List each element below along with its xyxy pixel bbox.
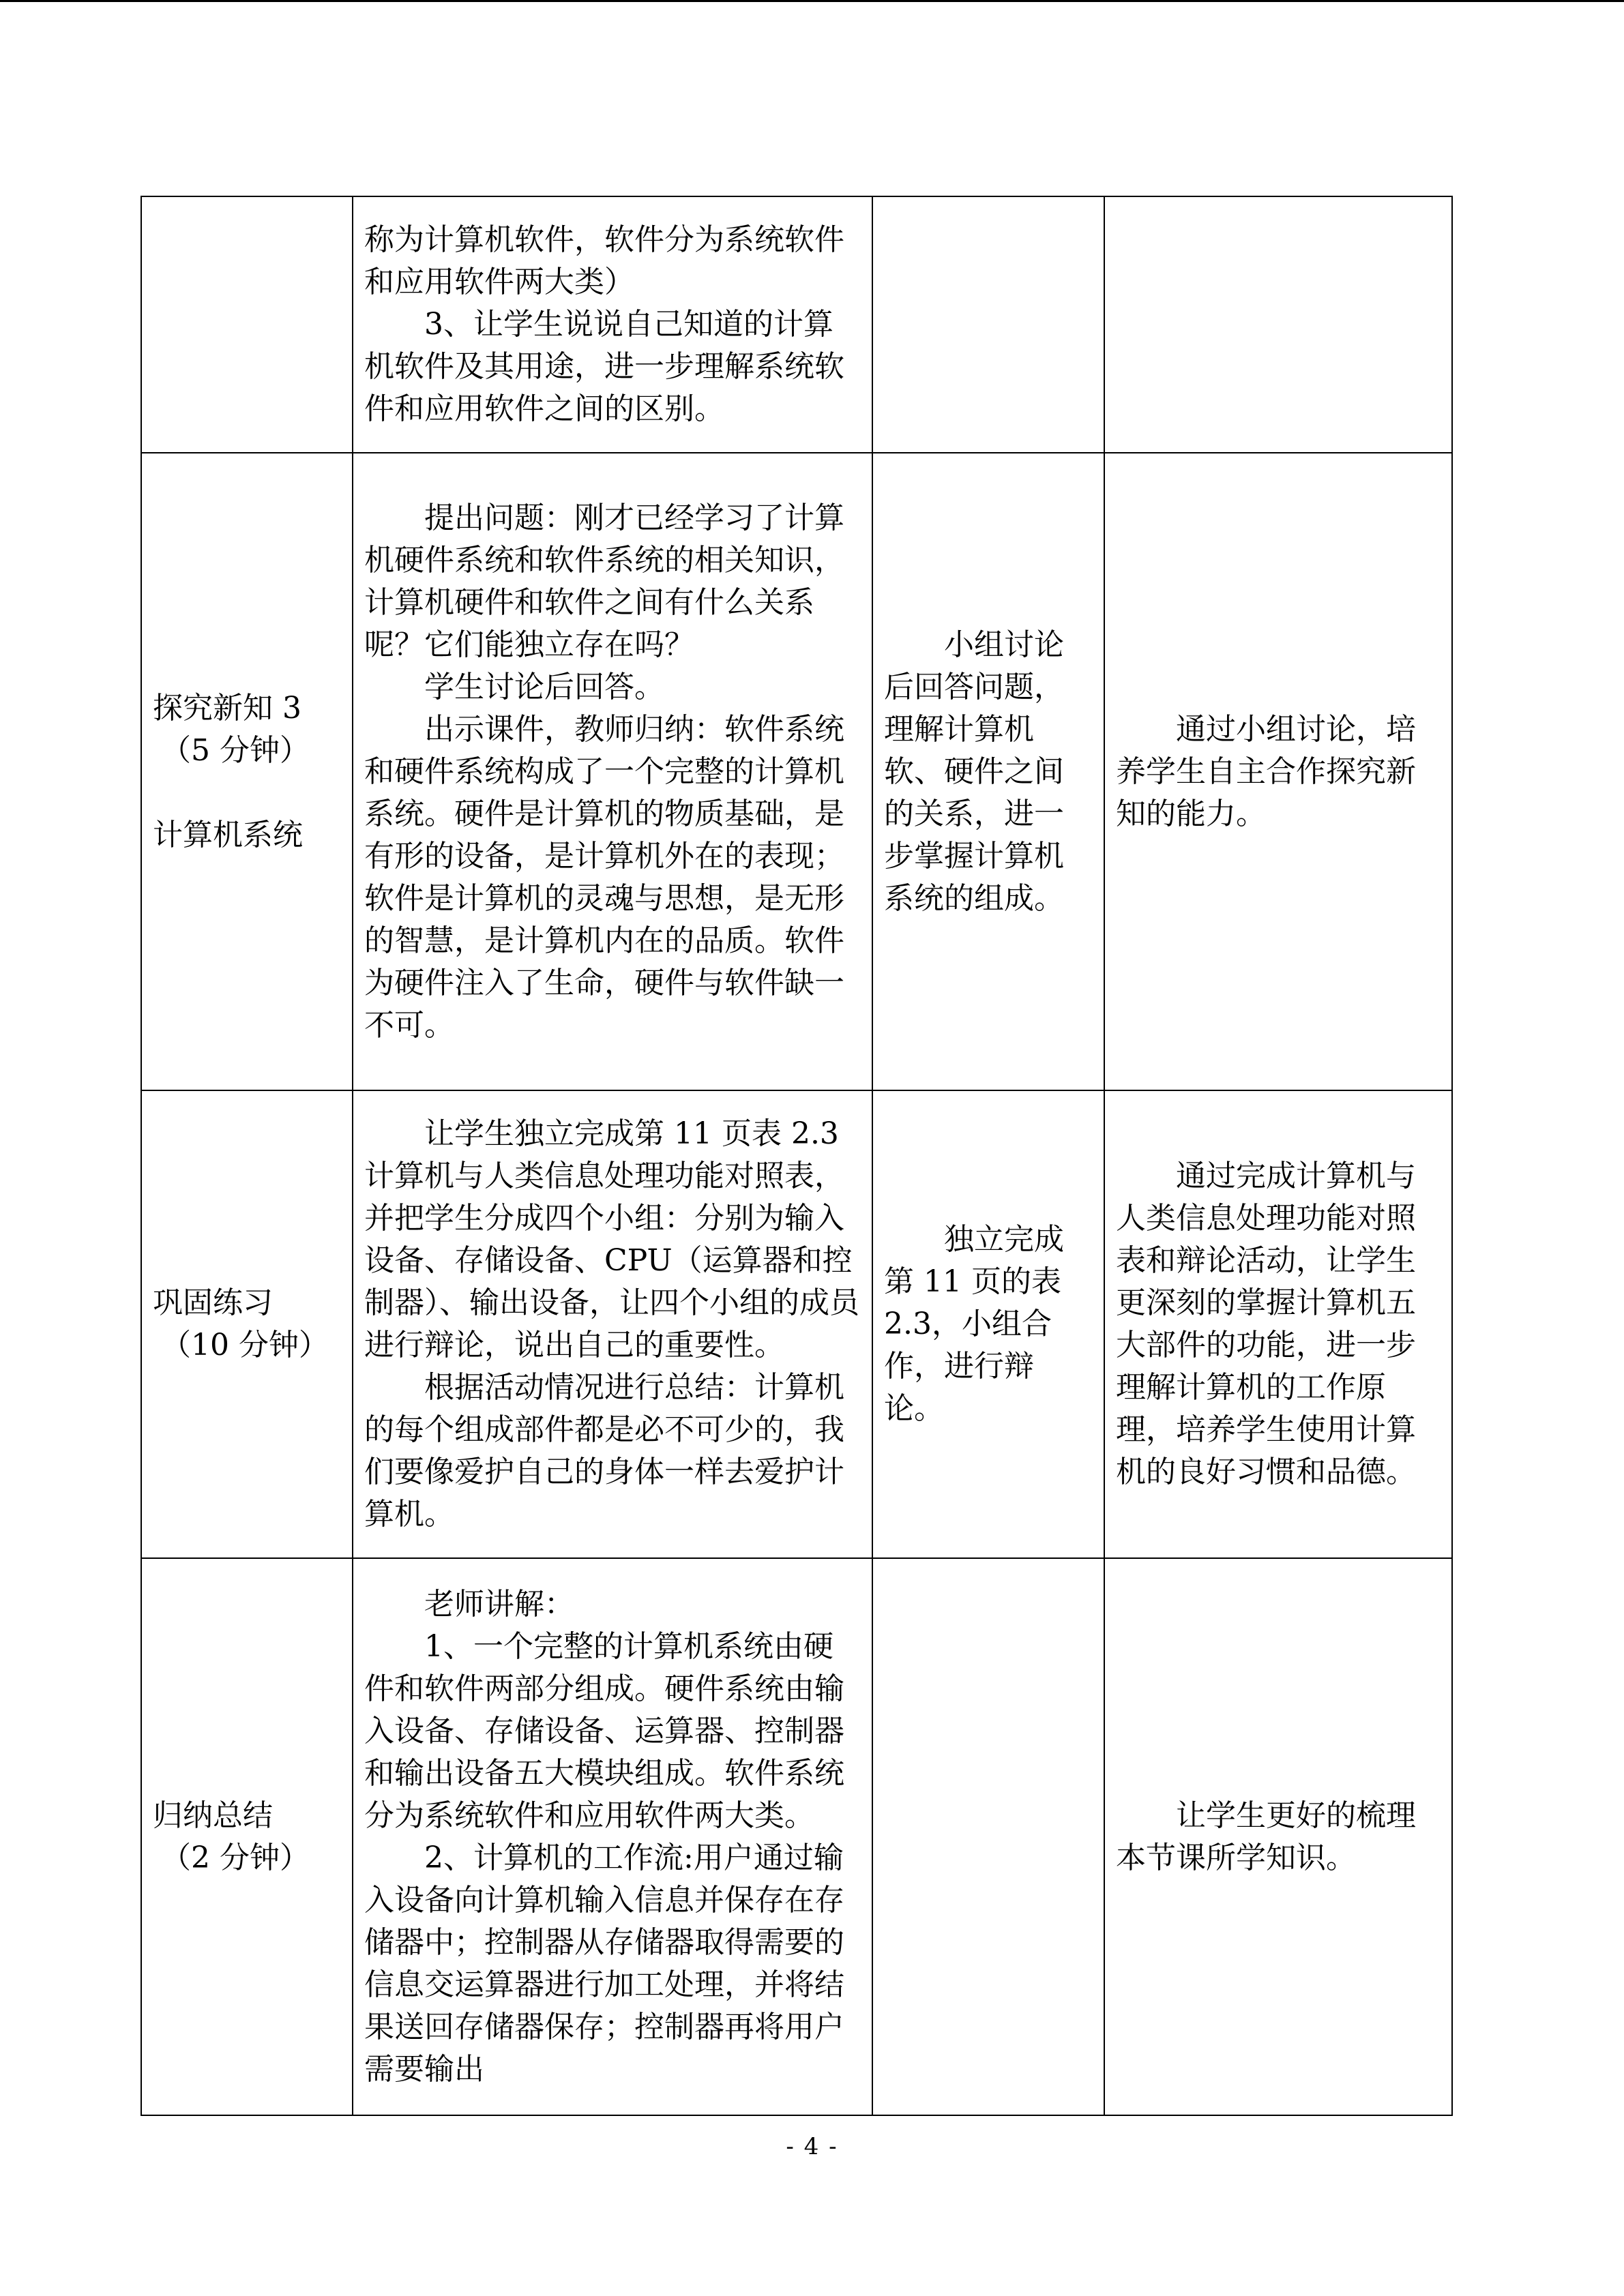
teacher-activity-paragraph: 称为计算机软件，软件分为系统软件和应用软件两大类） <box>364 222 844 299</box>
teacher-activity-paragraph: 学生讨论后回答。 <box>424 669 664 704</box>
page-top-border <box>0 0 1624 2</box>
table-row <box>141 196 1452 453</box>
teacher-activity-paragraph: 1、一个完整的计算机系统由硬件和软件两部分组成。硬件系统由输入设备、存储设备、运算器、控制器和输出设备五大模块组成。软件系统分为系统软件和应用软件两大类。 <box>364 1628 844 1833</box>
table-row <box>141 453 1452 1090</box>
table-row <box>141 1558 1452 2115</box>
design-purpose-text: 让学生更好的梳理本节课所学知识。 <box>1116 1798 1416 1875</box>
teacher-activity-paragraph: 出示课件，教师归纳：软件系统和硬件系统构成了一个完整的计算机系统。硬件是计算机的物质基础，是有形的设备，是计算机外在的表现；软件是计算机的灵魂与思想，是无形的智慧，是计算机内在的品质。软件为硬件注入了生命，硬件与软件缺一不可。 <box>364 711 844 1043</box>
stage-cell <box>141 1090 353 1558</box>
design-purpose-cell <box>1104 196 1452 453</box>
teacher-activity-paragraph: 2、计算机的工作流:用户通过输入设备向计算机输入信息并保存在存储器中；控制器从存储器取得需要的信息交运算器进行加工处理，并将结果送回存储器保存；控制器再将用户需要输出 <box>364 1840 844 2087</box>
design-purpose-cell <box>1104 453 1452 1090</box>
lesson-plan-table <box>141 196 1453 2116</box>
student-activity-cell <box>872 196 1104 453</box>
teacher-activity-paragraph: 让学生独立完成第 11 页表 2.3 计算机与人类信息处理功能对照表，并把学生分成四个小组：分别为输入设备、存储设备、CPU（运算器和控制器）、输出设备，让四个小组的成员进行辩论，说出自己的重要性。 <box>364 1116 859 1362</box>
teacher-activity-cell <box>353 1558 872 2115</box>
teacher-activity-paragraph: 老师讲解： <box>424 1586 574 1622</box>
teacher-activity-cell <box>353 1090 872 1558</box>
teacher-activity-paragraph: 3、让学生说说自己知道的计算机软件及其用途，进一步理解系统软件和应用软件之间的区别。 <box>364 307 844 426</box>
design-purpose-text: 通过完成计算机与人类信息处理功能对照表和辩论活动，让学生更深刻的掌握计算机五大部件的功能，进一步理解计算机的工作原理，培养学生使用计算机的良好习惯和品德。 <box>1116 1159 1416 1489</box>
student-activity-text: 独立完成第 11 页的表 2.3，小组合作，进行辩论。 <box>884 1222 1064 1426</box>
stage-duration: （2 分钟） <box>161 1840 310 1875</box>
stage-name: 探究新知 3 <box>153 690 301 726</box>
page-number: - 4 - <box>786 2133 838 2160</box>
teacher-activity-cell <box>353 196 872 453</box>
design-purpose-text: 通过小组讨论，培养学生自主合作探究新知的能力。 <box>1116 711 1416 831</box>
teacher-activity-cell <box>353 453 872 1090</box>
stage-cell <box>141 453 353 1090</box>
table-row <box>141 1090 1452 1558</box>
stage-topic: 计算机系统 <box>153 817 303 852</box>
teacher-activity-paragraph: 根据活动情况进行总结：计算机的每个组成部件都是必不可少的，我们要像爱护自己的身体一样去爱护计算机。 <box>364 1370 844 1532</box>
student-activity-cell <box>872 1090 1104 1558</box>
stage-duration: （10 分钟） <box>161 1328 329 1362</box>
stage-cell <box>141 196 353 453</box>
student-activity-text: 小组讨论后回答问题，理解计算机软、硬件之间的关系，进一步掌握计算机系统的组成。 <box>884 627 1064 916</box>
stage-name: 归纳总结 <box>153 1798 273 1833</box>
student-activity-cell <box>872 1558 1104 2115</box>
teacher-activity-paragraph: 提出问题：刚才已经学习了计算机硬件系统和软件系统的相关知识，计算机硬件和软件之间有什么关系呢？它们能独立存在吗？ <box>364 500 844 662</box>
stage-cell <box>141 1558 353 2115</box>
design-purpose-cell <box>1104 1558 1452 2115</box>
student-activity-cell <box>872 453 1104 1090</box>
stage-duration: （5 分钟） <box>161 732 310 768</box>
stage-name: 巩固练习 <box>153 1285 273 1320</box>
design-purpose-cell <box>1104 1090 1452 1558</box>
